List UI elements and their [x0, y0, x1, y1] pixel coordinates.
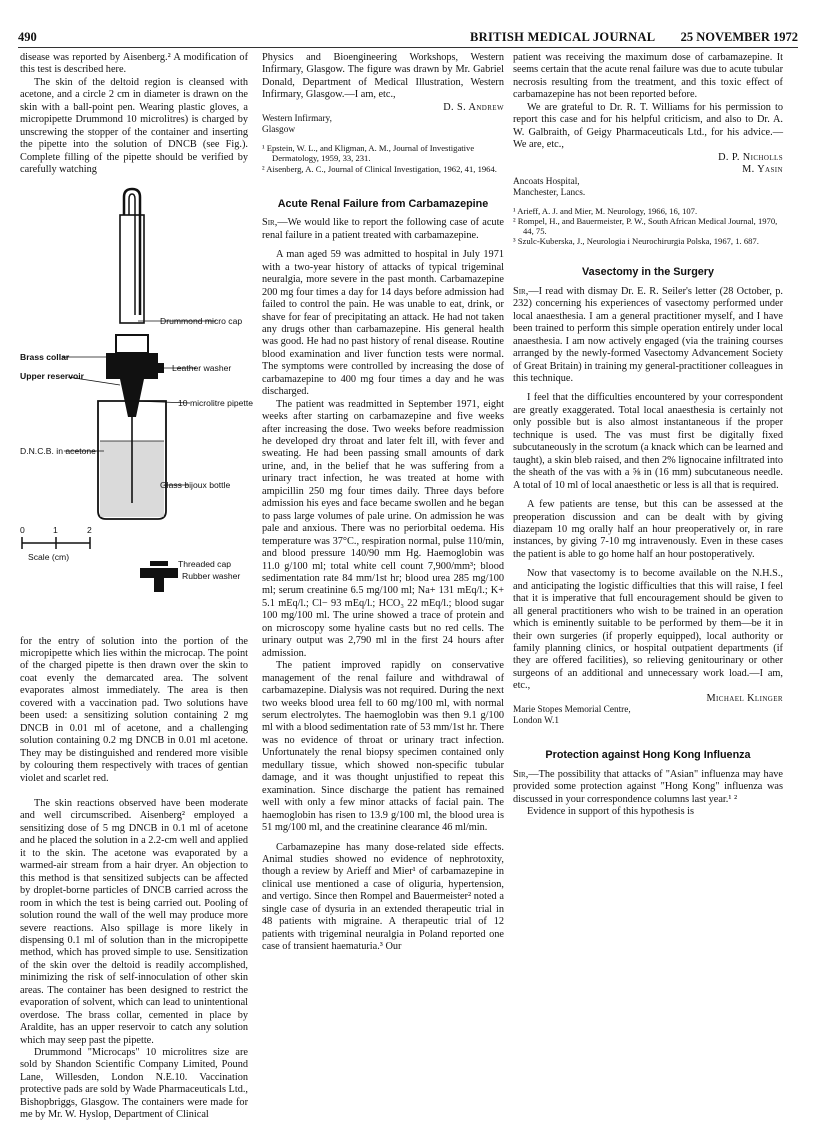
paragraph: Physics and Bioengineering Workshops, Western Infirmary, Glasgow. The figure was drawn by Mr. Gabriel Donald, Department of Medical Illustration, Western Infirmary, Glasgow.—I am, etc., [262, 52, 504, 101]
page-header [18, 30, 798, 46]
paragraph: Now that vasectomy is to become available on the N.H.S., and anticipating the logistic difficulties that this will raise, I feel that it is imperative that full encouragement should be given to all general practitioners who wish to be trained in an operation which is eminently suitable to be performed by them—be it in their own surgeries (if properly equipped), local authority or family planning clinics, or hospital outpatient departments (if they are offered facilities), so relieving genitourinary or other surgeons of an additional and unnecessary work load.—I am, etc., [513, 568, 783, 692]
rubber-washer [140, 568, 178, 578]
paragraph: Drummond "Microcaps" 10 microlitres size are sold by Shandon Scientific Company Limited, Pound Lane, Willesden, London N.E.10. Vaccination protective pads are sold by Wade Pharmaceuticals Ltd., Bishopbriggs, Glasgow. The containers were made for me by Mr. W. Hyslop, Department of Clinical [20, 1047, 249, 1121]
paragraph: Carbamazepine has many dose-related side effects. Animal studies showed no evidence of nephrotoxity, though a review by Arieff and Mier¹ of carbamazepine in clinical use mentioned a case of oliguria, hypertension, and vertigo. Since then Rompel and Bauermeister² noted a single case of dysuria in an extended therapeutic trial in 48 patients with migraine. A therapeutic trial of 12 patients with trigeminal neuralgia in Poland reported one case of transient haematuria.³ Our [262, 841, 504, 953]
journal-name: BRITISH MEDICAL JOURNAL [470, 30, 656, 44]
references [262, 143, 504, 174]
scale-2: 2 [87, 524, 92, 535]
threaded-cap [150, 561, 168, 566]
washer-stem [154, 578, 164, 592]
label-rubber-washer: Rubber washer [182, 570, 241, 581]
microcap-inner [129, 194, 135, 315]
paragraph: for the entry of solution into the portion of the micropipette which lies within the microcap. The point of the charged pipette is then drawn over the skin to coat evenly the demarcated area. The solvent evaporates almost immediately. The area is then covered with a vaccination pad. Two solutions have been used: a sensitizing solution containing 2 mg DNCB in 0.01 ml of acetone, and a challenging solution containing 0.2 mg DNCB in 0.01 ml acetone. They may be distinguished and rendered more visible by colouring them respectively with traces of gentian violet and scarlet red. [20, 635, 248, 784]
column-1 [20, 52, 253, 1122]
page-number: 490 [18, 30, 37, 44]
address: Western Infirmary, [262, 114, 332, 125]
label-upper-reservoir: Upper reservoir [20, 370, 85, 381]
reference: ² Rompel, H., and Bauermeister, P. W., South African Medical Journal, 1970, 44, 75. [513, 215, 778, 236]
label-threaded-cap: Threaded cap [178, 558, 232, 569]
paragraph: A man aged 59 was admitted to hospital in July 1971 with a two-year history of attacks of typical trigeminal neuralgia, more severe in the past month. Carbamazepine 200 mg four times a day for 14 days before admission had failed to control the pain. He was unable to eat, drink, or shave for fear of precipitating an attack. He had not taken any drugs other than carbamazepine. His general health was good. He had no past history of renal disease. Routine blood examination and liver function tests were normal. The symptoms were controlled by increasing the dose of carbamazepine to 400 mg four times a day and he was discharged. [262, 249, 504, 398]
signature: D. P. Nicholls [718, 151, 783, 163]
paragraph: I feel that the difficulties encountered by your correspondent are greatly exaggerated. Total local anaesthesia is certainly not only possible but is also almost instantaneous if the proper technique is used. The vas must first be digitally fixed subcutaneously in the scrotum (a knack which can be learned and taught), a skin bleb raised, and then 2% lignocaine infiltrated into the sheath of the vas with a ⅝ in (16 mm) subcutaneous needle. A total of 10 ml of local anaesthetic or less is all that is required. [513, 392, 783, 491]
column-3 [513, 52, 783, 819]
paragraph: The patient improved rapidly on conservative management of the renal failure and withdrawal of carbamazepine. Dialysis was not required. During the next two weeks blood urea fell to 60 mg/100 ml, with normal serum electrolytes. The haemoglobin was then 9.1 g/100 ml with a blood sedimentation rate of 53 mm/1st hr. There was no evidence of throat or urinary tract infection. Unfortunately the renal biopsy specimen contained only medullary tissue, which showed non-specific tubular damage, and it was thought unjustified to repeat this examination. Since discharge the patient has remained well with only a few minor attacks of facial pain. The haemoglobin has risen to 13.9 g/100 ml, the blood urea is 51 mg/100 ml, and the creatinine clearance 46 ml/min. [262, 660, 504, 834]
paragraph: Evidence in support of this hypothesis is [527, 806, 695, 818]
upper-reservoir [120, 379, 144, 417]
reference: ¹ Arieff, A. J. and Mier, M. Neurology, 1966, 16, 107. [513, 205, 698, 216]
micropipette-figure [20, 185, 253, 632]
microcap-tube [124, 189, 140, 315]
paragraph: —We would like to report the following case of acute renal failure in a patient treated with carbamazepine. [262, 217, 504, 241]
scale-0: 0 [20, 524, 25, 535]
reference: ² Aisenberg, A. C., Journal of Clinical Investigation, 1962, 41, 1964. [262, 163, 497, 174]
signature: D. S. Andrew [443, 101, 504, 113]
paragraph: We are grateful to Dr. R. T. Williams for his permission to report this case and for his helpful criticism, and also to Dr. A. W. Galbraith, of Geigy Pharmaceuticals Ltd., for his advice.—We are, etc., [513, 101, 783, 151]
salutation: Sir, [262, 217, 278, 229]
article-title: Protection against Hong Kong Influenza [545, 749, 751, 762]
address: Manchester, Lancs. [513, 187, 586, 198]
paragraph: disease was reported by Aisenberg.² A modification of this test is described here. [20, 52, 248, 76]
address: Glasgow [262, 125, 296, 136]
references [513, 206, 783, 247]
paragraph: A few patients are tense, but this can be assessed at the preoperation discussion and can be dealt with by giving diazepam 10 mg orally half an hour preoperatively or, in rare instances, by giving 7-10 mg intravenously. Even in these cases the patient is able to go home half an hour postoperatively. [513, 499, 783, 560]
header-rule [18, 47, 798, 48]
column-2 [262, 52, 504, 954]
address: Marie Stopes Memorial Centre, [513, 705, 631, 716]
reference: ³ Szulc-Kuberska, J., Neurologia i Neurochirurgia Polska, 1967, 1. 687. [513, 236, 759, 247]
signature: Michael Klinger [706, 692, 783, 704]
article-title: Acute Renal Failure from Carbamazepine [277, 197, 489, 210]
paragraph: The skin reactions observed have been moderate and well circumscribed. Aisenberg² employed a sensitizing dose of 5 mg DNCB in 0.1 ml of acetone and he placed the solution in a 2.2-cm well and applied it to the skin. The acetone was evaporated by a warmed-air stream from a hair dryer. An objection to this method is that sensitized subjects can be affected by droplet-borne particles of DNCB carried across the room in which the test is being carried out. Pooling of solution round the wall of the well may produce more severe reactions. Also spillage is more likely in dispensing 0.1 ml of solution than in the micropipette method, which has proved simple to use. Sensitization of the skin over the deltoid is readily accomplished, minimizing the risk of self-innoculation of other skin areas. The container has been designed to restrict the evaporation of solvent, which can lead to unintentional overdose. The brass collar, cemented in place by Araldite, has an upper reservoir to catch any solution which may seep past the pipette. [20, 797, 248, 1046]
address: London W.1 [513, 716, 559, 727]
leather-washer [152, 363, 164, 373]
address: Ancoats Hospital, [513, 176, 580, 187]
paragraph: —I read with dismay Dr. E. R. Seiler's letter (28 October, p. 232) concerning his experiences of vasectomy performed under local anaesthesia. I am a general practitioner myself, and I have been trained to perform this simple operation entirely under local anaesthesia. I am now actively engaged (via the training courses arranged by the newly-formed Vasectomy Advancement Society of Great Britain) in training my general-practitioner colleagues in this technique. [513, 285, 783, 384]
brass-collar [106, 353, 158, 379]
scale-1: 1 [53, 524, 58, 535]
salutation: Sir, [513, 768, 529, 780]
reference: ¹ Epstein, W. L., and Kligman, A. M., Journal of Investigative Dermatology, 1959, 33, 231. [262, 143, 475, 164]
signature: M. Yasin [742, 164, 783, 176]
collar-top [116, 335, 148, 353]
label-microcap: Drummond micro cap [160, 315, 243, 326]
label-leather-washer: Leather washer [172, 362, 232, 373]
label-bottle: Glass bijoux bottle [160, 479, 231, 490]
salutation: Sir, [513, 285, 529, 297]
article-title: Vasectomy in the Surgery [581, 266, 714, 279]
label-pipette: 10 microlitre pipette [178, 397, 253, 408]
paragraph: —The possibility that attacks of "Asian" influenza may have provided some protection against "Hong Kong" influenza was discussed in your correspondence columns last year.¹ ² [513, 768, 783, 805]
paragraph: patient was receiving the maximum dose of carbamazepine. It seems certain that the acute renal failure was due to acute tubular necrosis resulting from the treatment, and this toxic effect of carbamazepine has not been reported before. [513, 52, 783, 101]
issue-date: 25 NOVEMBER 1972 [680, 30, 798, 44]
label-brass-collar: Brass collar [20, 351, 70, 362]
paragraph: The patient was readmitted in September 1971, eight weeks after starting on carbamazepine and five weeks after increasing the dose. Two weeks before readmission he developed dry throat and later felt ill, with fever and sweating. He had been passing small amounts of dark urine, and, in the belief that he was suffering from a urinary tract infection, he was treated at home with ampicillin 250 mg four times daily. Three days before admission his eyes and face became swollen and he began to pass large volumes of pale urine. On admission he was pale and anxious. There was no periorbital oedema. His temperature was 37°C., respiration normal, pulse 110/min, and blood pressure 140/90 mm Hg. Haemoglobin was 11.0 g/100 ml; total white cell count 7,900/mm³; blood sedimentation rate 84 mm/1st hr; blood urea 285 mg/100 ml; serum creatinine 6.5 mg/100 ml; Na+ 131 mEq/l.; K+ 5.1 mEq/l.; Cl− 93 mEq/l.; HCO₃ 22 mEq/l.; blood sugar 100 mg/100 ml. The urine showed a trace of protein and on microscopy some hyaline casts but no red cells. The urinary output was 2,790 ml in the first 24 hours after admission. [262, 398, 504, 659]
paragraph: The skin of the deltoid region is cleansed with acetone, and a circle 2 cm in diameter is drawn on the skin with a ball-point pen. Wearing plastic gloves, a micropipette Drummond 10 microlitres) is charged by unscrewing the stopper of the container and inserting the pipette into the solution of DNCB (see Fig.). Complete filling of the pipette should be verified by carefully watching [20, 76, 248, 176]
label-dncb: D.N.C.B. in acetone [20, 445, 96, 456]
scale-label: Scale (cm) [28, 551, 70, 562]
